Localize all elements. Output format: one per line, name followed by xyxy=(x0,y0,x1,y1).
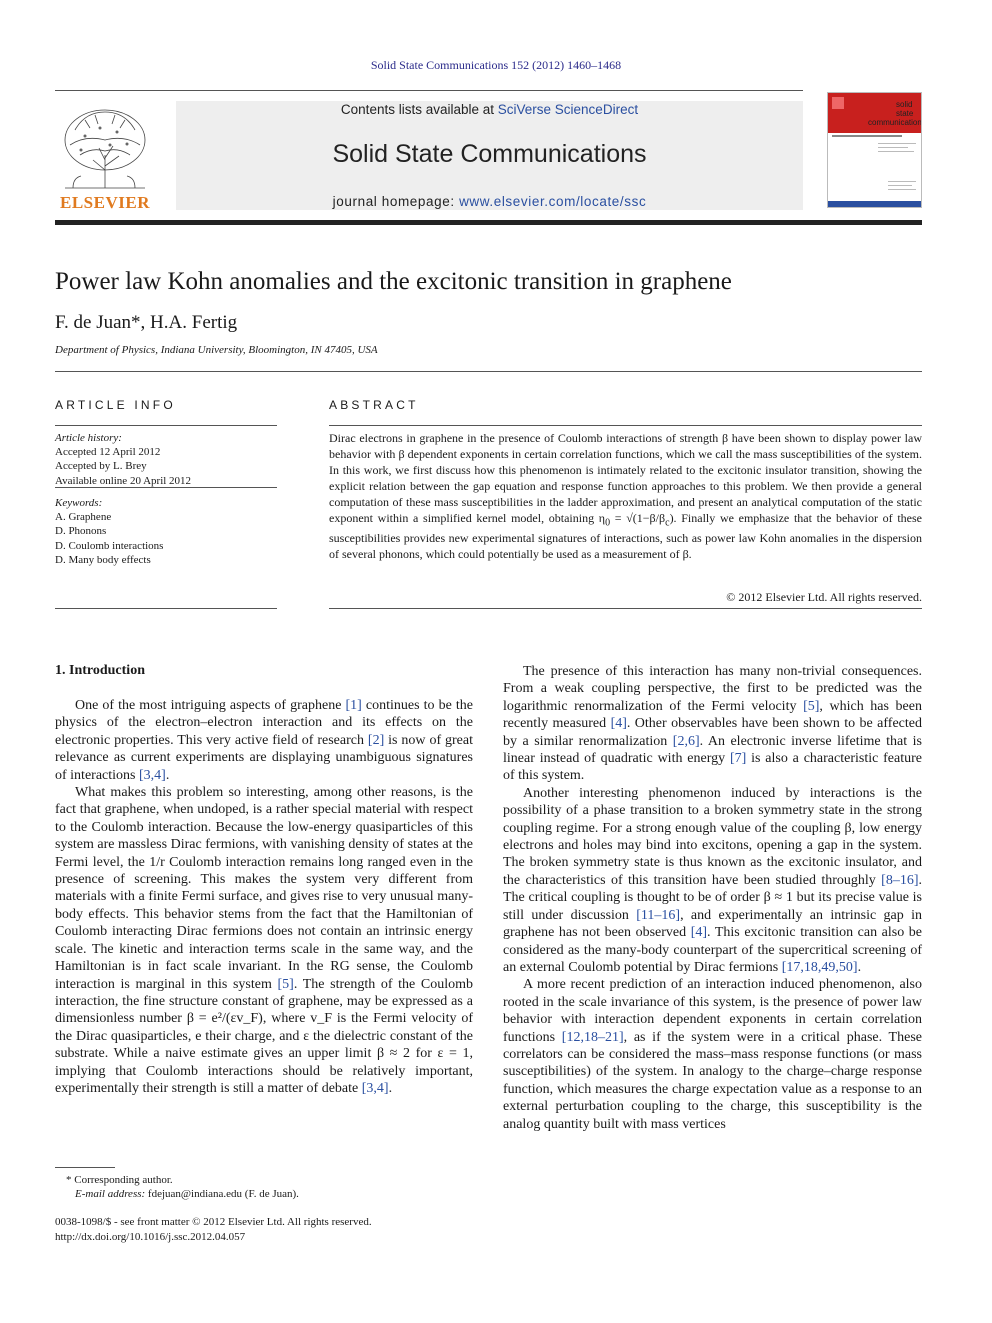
history-editor: Accepted by L. Brey xyxy=(55,460,147,473)
text-run: The presence of this interaction has many non-trivial consequences. From a weak coupling perspective, the first to be predicted was the logarithmic renormalization of the Fermi velocity xyxy=(503,664,922,714)
abstract-rule-top xyxy=(329,425,922,426)
paragraph xyxy=(503,785,922,976)
corresponding-author-note: * Corresponding author. xyxy=(66,1174,173,1186)
citation-link[interactable]: [2,6] xyxy=(672,733,700,749)
article-info-heading: ARTICLE INFO xyxy=(55,398,176,412)
paragraph xyxy=(55,784,473,1097)
text-run: . xyxy=(388,1080,393,1096)
text-run: A more recent prediction of an interaction induced phenomenon, also rooted in the scale invariance of this system, is the presence of power law behavior with interaction dependent exponents in certain correlation functions xyxy=(503,977,922,1045)
text-run: One of the most intriguing aspects of graphene xyxy=(75,698,346,713)
article-history xyxy=(55,431,191,488)
homepage-line xyxy=(176,194,803,209)
cover-title-solid: solid xyxy=(896,100,913,109)
citation-link[interactable]: [5] xyxy=(803,698,820,714)
keyword-item: A. Graphene xyxy=(55,511,112,524)
citation-link[interactable]: [17,18,49,50] xyxy=(781,959,858,975)
keywords-list xyxy=(55,496,163,567)
citation-link[interactable]: [3,4] xyxy=(138,767,166,783)
citation-link[interactable]: [8–16] xyxy=(881,872,919,888)
text-run: , and experimentally an intrinsic gap in graphene has not been observed xyxy=(503,907,922,941)
abstract-subscript: 0 xyxy=(605,516,611,528)
citation-link[interactable]: [3,4] xyxy=(361,1080,389,1096)
doi-link[interactable]: http://dx.doi.org/10.1016/j.ssc.2012.04.057 xyxy=(55,1231,246,1243)
email-address[interactable]: fdejuan@indiana.edu (F. de Juan). xyxy=(147,1188,299,1200)
history-accepted: Accepted 12 April 2012 xyxy=(55,446,161,459)
citation-link[interactable]: [1] xyxy=(345,698,362,713)
paragraph xyxy=(503,976,922,1133)
citation-link[interactable]: [11–16] xyxy=(636,907,681,923)
contents-line xyxy=(176,102,803,117)
sciencedirect-link[interactable]: SciVerse ScienceDirect xyxy=(497,102,639,117)
email-label: E-mail address: xyxy=(75,1188,148,1200)
cover-title-communications: communications xyxy=(868,118,921,127)
history-online: Available online 20 April 2012 xyxy=(55,474,192,487)
citation-link[interactable]: [4] xyxy=(690,925,708,941)
citation-link[interactable]: [12,18–21] xyxy=(561,1029,624,1045)
text-run: . xyxy=(165,767,170,783)
cover-image xyxy=(828,93,921,207)
title-rule xyxy=(55,371,922,372)
abstract-heading: ABSTRACT xyxy=(329,398,419,412)
cover-emblem xyxy=(832,97,844,109)
keyword-item: D. Many body effects xyxy=(55,553,151,566)
text-run: is also a characteristic feature of this system. xyxy=(503,751,923,784)
citation-link[interactable]: [2] xyxy=(367,732,385,748)
abstract-part: = √(1−β/β xyxy=(610,510,666,525)
text-run: Another interesting phenomenon induced by interactions is the possibility of a phase transition to a broken symmetry state in the strong coupling regime. For a strong enough value of the coupling β, low energy electrons and holes may bind into excitons, opening a gap in the system. The broken symmetry state is thus known as the excitonic insulator, and the characteristics of this transition have been studied throughly xyxy=(503,785,922,888)
abstract-text xyxy=(329,431,922,563)
homepage-prefix: journal homepage: xyxy=(332,194,460,209)
cover-title-state: state xyxy=(896,109,914,118)
text-run: . The critical coupling is thought to be of order β ≈ 1 but its precise value is still under discussion xyxy=(503,872,922,923)
article-title: Power law Kohn anomalies and the excitonic transition in graphene xyxy=(55,268,732,295)
contents-prefix: Contents lists available at xyxy=(340,102,498,117)
journal-title: Solid State Communications xyxy=(332,140,647,168)
paragraph xyxy=(503,663,922,785)
citation-link[interactable]: [7] xyxy=(729,751,747,767)
citation-link[interactable]: [5] xyxy=(277,976,294,992)
text-run: continues to be the physics of the electron–electron interaction and its effects on the electronic properties. This very active field of research xyxy=(55,698,473,748)
header-thick-rule xyxy=(55,220,922,225)
journal-citation[interactable]: Solid State Communications 152 (2012) 1460–1468 xyxy=(370,58,622,72)
abstract-part: ). Finally we emphasize that the behavior of these susceptibilities provides new experimental signatures of interactions, such as power law Kohn anomalies in the dispersion of several phonons, which could potentially be used as a measurement of β. xyxy=(329,510,922,561)
citation-link[interactable]: [4] xyxy=(610,716,627,732)
publisher-name: ELSEVIER xyxy=(60,193,150,212)
issn-line: 0038-1098/$ - see front matter © 2012 Elsevier Ltd. All rights reserved. xyxy=(55,1216,372,1228)
text-run: . This excitonic transition can also be considered as the many-body counterpart of the supercritical screening of an external Coulomb potential by Dirac fermions xyxy=(503,925,922,975)
keyword-item: D. Coulomb interactions xyxy=(55,539,164,552)
abstract-part: Dirac electrons in graphene in the presence of Coulomb interactions of strength β have been shown to display power law behavior with β dependent exponents in certain correlation functions, which we call the mass susceptibilities of the system. In this work, we first discuss how this phenomenon is intimately related to the excitonic insulator transition, showing the explicit relation between the gap equation and response function approaches to this problem. We then provide a general computation of these mass susceptibilities in the ladder approximation, and present an analytical computation of the static exponent within a simplified kernel model, obtaining η xyxy=(329,431,922,525)
keyword-item: D. Phonons xyxy=(55,525,107,538)
journal-cover-thumbnail xyxy=(827,92,922,208)
homepage-link[interactable]: www.elsevier.com/locate/ssc xyxy=(459,194,647,209)
email-note xyxy=(75,1188,299,1200)
text-run: is now of great relevance as current experiments are displaying unambiguous signatures of interactions xyxy=(55,732,474,783)
text-run: . An electronic inverse lifetime that is linear instead of quadratic with energy xyxy=(503,733,922,767)
text-run: , as if the system were in a critical phase. These correlators can be considered the mass–mass response functions (or mass susceptibilities) of the system. In analogy to the charge–charge response function, which measures the charge expectation value as a response to an external perturbation coupling to the charge, this susceptibility is the analog quantity built with mass vertices xyxy=(503,1029,922,1132)
article-info-rule-mid xyxy=(55,487,277,488)
article-info-rule-bottom xyxy=(55,608,277,609)
text-run: , which has been recently measured xyxy=(503,698,922,732)
header-top-rule xyxy=(55,90,803,91)
body-column-left xyxy=(55,697,473,1097)
abstract-subscript: c xyxy=(665,516,670,528)
footnote-rule xyxy=(55,1167,115,1168)
copyright-notice: © 2012 Elsevier Ltd. All rights reserved. xyxy=(726,590,922,604)
article-info-rule-top xyxy=(55,425,277,426)
history-label: Article history: xyxy=(55,432,122,444)
text-run: What makes this problem so interesting, among other reasons, is the fact that graphene, when undoped, is a rather special material with respect to the Coulomb interaction. Because the low-energy quasiparticles of this system are massless Dirac fermions, with vanishing density of states at the Fermi level, the 1/r Coulomb interaction remains long ranged even in the presence of screening. This makes the system very different from materials with a finite Fermi surface, and gives rise to very unusual many-body effects. This behavior stems from the fact that the Hamiltonian of Coulomb interacting Dirac fermions does not contain an intrinsic energy scale. The kinetic and interaction terms scale in the same way, and the Hamiltonian is in fact scale invariant. In the RG sense, the Coulomb interaction is marginal in this system xyxy=(55,785,473,992)
article-authors: F. de Juan*, H.A. Fertig xyxy=(55,312,238,333)
paragraph xyxy=(55,697,473,784)
section-heading-introduction: 1. Introduction xyxy=(55,663,145,678)
author-affiliation: Department of Physics, Indiana University, Bloomington, IN 47405, USA xyxy=(55,344,378,356)
body-column-right xyxy=(503,663,922,1133)
text-run: . Other observables have been shown to be affected by a similar renormalization xyxy=(503,716,922,749)
text-run: . xyxy=(857,959,862,975)
abstract-rule-bottom xyxy=(329,608,922,609)
text-run: . The strength of the Coulomb interaction, the fine structure constant of graphene, may be expressed as a dimensionless number β = e²/(εv_F), where v_F is the Fermi velocity of the Dirac quasiparticles, e their charge, and ε the dielectric constant of the substrate. While a naive estimate gives an upper limit β ≈ 2 for ε = 1, implying that Coulomb interactions should be relatively important, experimentally their strength is still a matter of debate xyxy=(55,976,474,1096)
keywords-label: Keywords: xyxy=(55,497,103,509)
